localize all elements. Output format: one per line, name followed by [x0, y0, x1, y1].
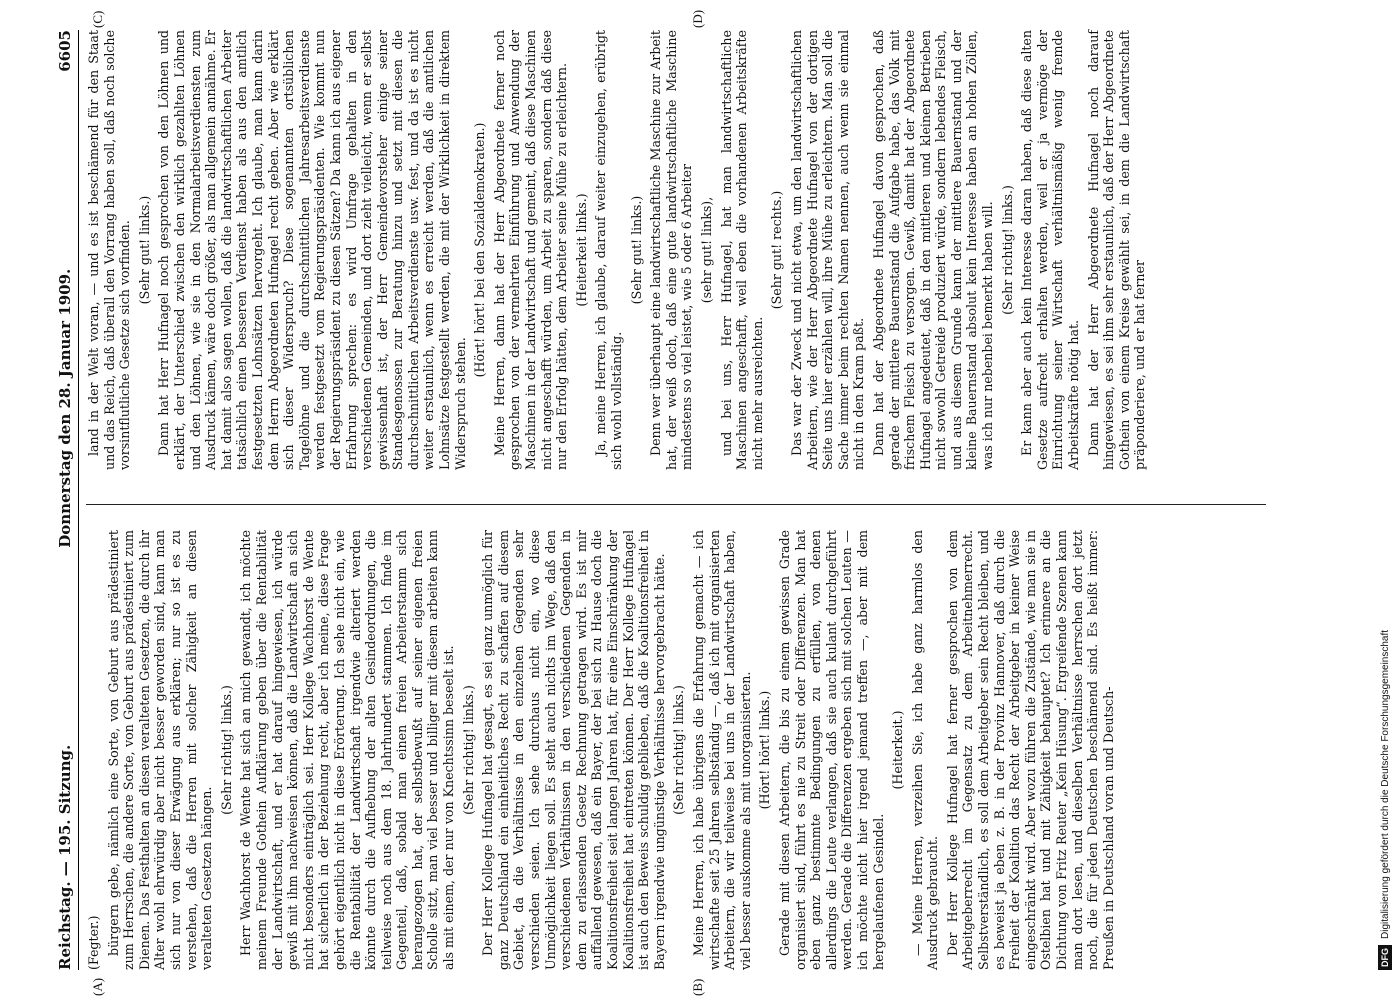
paragraph: Denn wer überhaupt eine landwirtschaftliche Maschine zur Arbeit hat, der weiß doch, daß eine gute landwirtschaftliche Maschine mindestens so viel leistet, wie 5 oder 6 Arbeiter	[648, 30, 695, 470]
page-header	[34, 30, 79, 970]
paragraph: (Hört! hört! bei den Sozialdemokraten.)	[472, 122, 488, 378]
column-divider	[86, 504, 1266, 505]
paragraph: (Sehr gut! rechts.)	[769, 190, 785, 310]
paragraph: (Sehr gut! links.)	[136, 195, 152, 305]
left-column	[86, 530, 1286, 970]
paragraph: (Sehr richtig! links.)	[460, 685, 476, 815]
paragraph: Er kann aber auch kein Interesse daran haben, daß diese alten Gesetze aufrecht erhalten werden, weil er ja vermöge der Einrichtung seiner Wirtschaft verhältnismäßig wenig fremde Arbeitskräfte nötig hat.	[1019, 30, 1082, 470]
paragraph: Dann hat der Herr Abgeordnete Hufnagel noch darauf hingewiesen, es sei ihm sehr erstaunlich, daß der Herr Abgeordnete Gothein von einem Kreise gewählt sei, in dem die Landwirtschaft präponderiere, und er hat ferner	[1085, 30, 1148, 470]
margin-marker-a: (A)	[90, 977, 105, 996]
header-left: Reichstag. — 195. Sitzung.	[56, 744, 74, 970]
footer-credit	[1374, 30, 1396, 970]
paragraph: Herr Wachhorst de Wente hat sich an mich gewandt, ich möchte meinem Freunde Gothein Aufklärung geben über die Rentabilität der Landwirtschaft, und er hat darauf hingewiesen, ich würde gewiß mit ihm nachweisen können, daß die Landwirtschaft an sich nicht besonders einträglich sei. Herr Kollege Wachhorst de Wente hat sicherlich in der Beziehung recht, aber ich meine, diese Frage gehört eigentlich nicht in diese Erörterung. Ich sehe nicht ein, wie die Rentabilität der Landwirtschaft irgendwie alteriert werden könnte durch die Aufhebung der alten Gesindeordnungen, die teilweise noch aus dem 18. Jahrhundert stammen. Ich finde im Gegenteil, daß, sobald man einen freien Arbeiterstamm sich herangezogen hat, der selbstbewußt auf seiner eigenen freien Scholle sitzt, man viel besser und billiger mit diesem arbeiten kann als mit einem, der nur von Knechtssinn beseelt ist.	[238, 530, 457, 970]
paragraph: (Sehr richtig! links.)	[671, 685, 687, 815]
margin-marker-b: (B)	[690, 978, 705, 996]
paragraph: Dann hat der Abgeordnete Hufnagel davon gesprochen, daß gerade der mittlere Bauernstand die Aufgabe habe, das Volk mit frischem Fleisch zu versorgen. Gewiß, damit hat der Abgeordnete Hufnagel angedeutet, daß in den mittleren und kleinen Betrieben nicht sowohl Getreide produziert würde, sondern lebendes Fleisch, und aus diesem Grunde kann der mittlere Bauernstand und der kleine Bauernstand absolut kein Interesse haben an hohen Zöllen, was ich nur nebenbei bemerkt haben will.	[870, 30, 996, 470]
paragraph: (Heiterkeit links.)	[573, 193, 589, 307]
paragraph: (Sehr richtig! links.)	[999, 185, 1015, 315]
paragraph: Ja, meine Herren, ich glaube, darauf weiter einzugehen, erübrigt sich wohl vollständig.	[593, 30, 624, 470]
rotated-page-content	[30, 0, 1310, 1000]
paragraph: — Meine Herren, verzeihen Sie, ich habe ganz harmlos den Ausdruck gebraucht.	[909, 530, 941, 970]
paragraph: (Sehr richtig! links.)	[218, 685, 234, 815]
paragraph: Der Herr Kollege Hufnagel hat ferner gesprochen von dem Arbeitgeberrecht im Gegensatz zu dem Arbeitnehmerrecht. Selbstverständlich, es soll dem Arbeitgeber sein Recht bleiben, und es beweist ja eben z. B. in der Provinz Hannover, daß durch die Freiheit der Koalition das Recht der Arbeitgeber in keiner Weise eingeschränkt wird. Aber wozu führen die Zustände, wie man sie in Ostelbien hat und mit Zähigkeit behauptet? Ich erinnere an die Dichtung von Fritz Reuter „Kein Hüsung“. Ergreifende Szenen kann man dort lesen, und dieselben Verhältnisse herrschen dort jetzt noch, die für jeden Deutschen beschämend sind. Es heißt immer: Preußen in Deutschland voran und Deutsch-	[944, 530, 1116, 970]
paragraph: (Sehr gut! links.)	[628, 195, 644, 305]
footer-credit-text: Digitalisierung gefördert durch die Deutsche Forschungsgemeinschaft	[1379, 629, 1391, 939]
margin-marker-c: (C)	[90, 10, 105, 28]
speaker-label: (Fegter.)	[86, 915, 101, 970]
page-number: 6605	[56, 30, 74, 72]
paragraph: und bei uns, Herr Hufnagel, hat man landwirtschaftliche Maschinen angeschafft, weil eben die vorhandenen Arbeitskräfte nicht mehr ausreichten.	[718, 30, 765, 470]
paragraph: land in der Welt voran, — und es ist beschämend für den Staat und das Reich, daß überall den Vorrang haben soll, daß noch solche vorsintflutliche Gesetze sich vorfinden.	[86, 30, 133, 470]
paragraph: Gerade mit diesen Arbeitern, die bis zu einem gewissen Grade organisiert sind, führt es nie zu Streit oder Differenzen. Man hat eben ganz bestimmte Bedingungen zu erfüllen, von denen allerdings die Leute verlangen, daß sie auch kulant durchgeführt werden. Gerade die Differenzen ergeben sich mit solchen Leuten — ich möchte nicht hier irgend jemand treffen —, aber mit dem hergelaufenen Gesindel.	[776, 530, 886, 970]
paragraph: Meine Herren, dann hat der Herr Abgeordnete ferner noch gesprochen von der vermehrten Einführung und Anwendung der Maschinen in der Landwirtschaft und gemeint, daß diese Maschinen nicht angeschafft würden, um Arbeit zu sparen, sondern daß diese nur den Erfolg hätten, dem Arbeiter seine Mühe zu erleichtern.	[491, 30, 570, 470]
paragraph: Dann hat Herr Hufnagel noch gesprochen von den Löhnen und erklärt, der Unterschied zwischen den wirklich gezahlten Löhnen und den Löhnen, wie sie in den Normalarbeitsverdiensten zum Ausdruck kämen, wäre doch größer, als man allgemein annähme. Er hat damit also sagen wollen, daß die landwirtschaftlichen Arbeiter tatsächlich einen besseren Verdienst haben als aus den amtlich festgesetzten Lohnsätzen hervorgeht. Ich glaube, man kann darin dem Herrn Abgeordneten Hufnagel recht geben. Aber wie erklärt sich dieser Widerspruch? Diese sogenannten ortsüblichen Tagelöhne und die durchschnittlichen Jahresarbeitsverdienste werden festgesetzt vom Regierungspräsidenten. Wie kommt nun der Regierungspräsident zu diesen Sätzen? Da kann ich aus eigener Erfahrung sprechen: es wird Umfrage gehalten in den verschiedenen Gemeinden, und dort zieht vielleicht, wenn er selbst gewissenhaft ist, der Herr Gemeindevorsteher einige seiner Standesgenossen zur Beratung hinzu und setzt mit diesen die durchschnittlichen Arbeitsverdienste usw. fest, und da ist es nicht weiter erstaunlich, wenn es erreicht werden, daß die amtlichen Lohnsätze festgestellt werden, die mit der Wirklichkeit in direktem Widerspruch stehen.	[156, 30, 468, 470]
dfg-logo: DFG	[1378, 945, 1392, 970]
header-center: Donnerstag den 28. Januar 1909.	[56, 268, 74, 548]
right-column	[86, 30, 1286, 470]
paragraph: Meine Herren, ich habe übrigens die Erfahrung gemacht — ich wirtschafte seit 25 Jahren selbständig —, daß ich mit organisierten Arbeitern, die wir teilweise bei uns in der Landwirtschaft haben, viel besser auskomme als mit unorganisierten.	[690, 530, 753, 970]
margin-marker-d: (D)	[690, 9, 705, 28]
paragraph: Das war der Zweck und nicht etwa, um den landwirtschaftlichen Arbeitern, wie der Herr Abgeordnete Hufnagel von der dortigen Seite uns hier erzählen will, ihre Mühe zu erleichtern. Man soll die Sache immer beim rechten Namen nennen, auch wenn sie einmal nicht in den Kram paßt.	[788, 30, 867, 470]
paragraph: (Hört! hört! links.)	[757, 690, 773, 810]
document-page	[30, 0, 1391, 1000]
paragraph: Der Herr Kollege Hufnagel hat gesagt, es sei ganz unmöglich für ganz Deutschland ein einheitliches Recht zu schaffen auf diesem Gebiet, da die Verhältnisse in den einzelnen Gegenden sehr verschieden seien. Ich sehe durchaus nicht ein, wo diese Unmöglichkeit liegen soll. Es steht auch nichts im Wege, daß den verschiedenen Verhältnissen in den verschiedenen Gegenden in dem zu erlassenden Gesetz Rechnung getragen wird. Es ist mir auffallend gewesen, daß ein Bayer, der bei sich zu Hause doch die Koalitionsfreiheit seit langen Jahren hat, für eine Einschränkung der Koalitionsfreiheit hat eintreten können. Der Herr Kollege Hufnagel ist auch den Beweis schuldig geblieben, daß die Koalitionsfreiheit in Bayern irgendwie ungünstige Verhältnisse hervorgebracht hätte.	[480, 530, 667, 970]
paragraph: (Heiterkeit.)	[890, 710, 906, 790]
footer	[1374, 30, 1398, 970]
paragraph: bürgern gebe, nämlich eine Sorte, von Geburt aus prädestiniert zum Herrschen, die andere Sorte, von Geburt aus prädestiniert zum Dienen. Das Festhalten an diesen veralteten Gesetzen, die durch ihr Alter wohl ehrwürdig aber nicht besser geworden sind, kann man sich nur von dieser Erwägung aus erklären; nur so ist es zu verstehen, daß die Herren mit solcher Zähigkeit an diesen veralteten Gesetzen hängen.	[105, 530, 215, 970]
paragraph: (sehr gut! links),	[698, 196, 714, 304]
